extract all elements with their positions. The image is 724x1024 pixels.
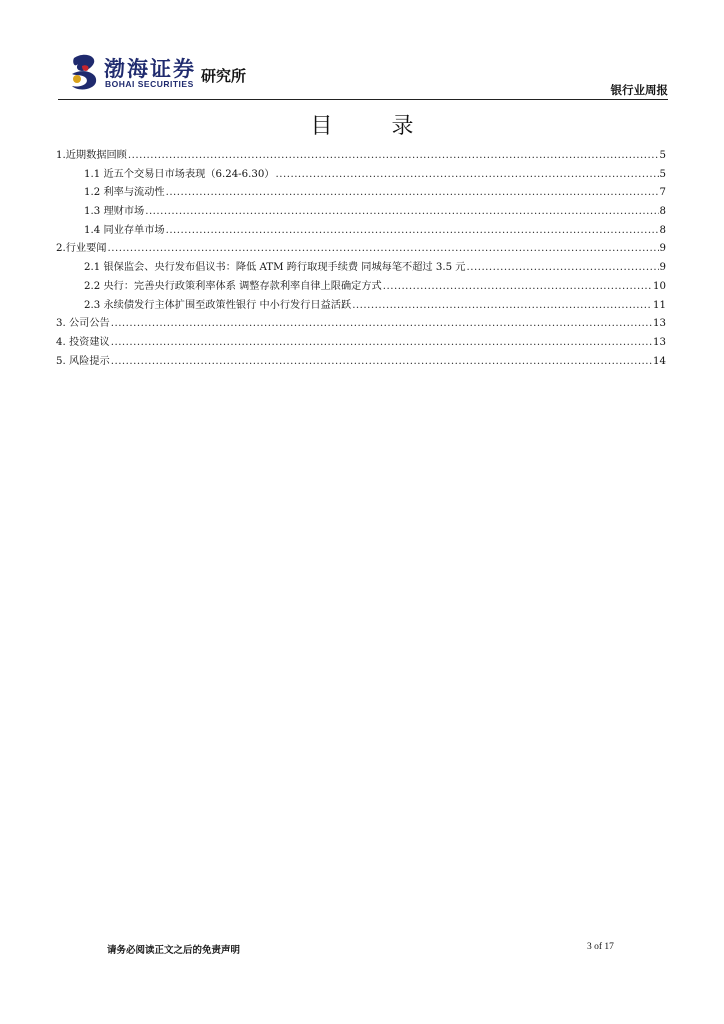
- toc-leader-dots: [111, 334, 652, 353]
- toc-leader-dots: [383, 278, 652, 297]
- logo-chinese-name: 渤海证券: [104, 56, 196, 81]
- toc-entry-page: 13: [653, 336, 666, 348]
- toc-leader-dots: [352, 297, 652, 316]
- toc-entry-page: 11: [653, 299, 666, 311]
- toc-leader-dots: [276, 166, 659, 185]
- toc-leader-dots: [111, 315, 652, 334]
- toc-entry[interactable]: [56, 315, 666, 334]
- toc-entry-text: 5. 风险提示: [56, 355, 110, 367]
- toc-entry[interactable]: [56, 297, 666, 316]
- table-of-contents: [56, 147, 666, 371]
- toc-title: 目 录: [310, 114, 440, 139]
- toc-entry[interactable]: [56, 147, 666, 166]
- toc-entry-page: 10: [653, 280, 666, 292]
- toc-entry-text: 2.1 银保监会、央行发布倡议书：降低 ATM 跨行取现手续费 同城每笔不超过 3.5 元: [84, 262, 466, 274]
- toc-entry-page: 5: [659, 168, 666, 180]
- toc-leader-dots: [128, 147, 659, 166]
- toc-entry[interactable]: [56, 240, 666, 259]
- toc-entry[interactable]: [56, 184, 666, 203]
- toc-entry-text: 1.2 利率与流动性: [84, 187, 165, 199]
- logo-english-name: BOHAI SECURITIES: [105, 79, 194, 89]
- toc-leader-dots: [107, 240, 658, 259]
- toc-entry-page: 5: [659, 150, 666, 161]
- toc-entry-page: 14: [653, 355, 666, 367]
- toc-entry-page: 9: [659, 243, 666, 255]
- toc-entry-text: 1.1 近五个交易日市场表现（6.24-6.30）: [84, 168, 275, 180]
- toc-leader-dots: [166, 222, 659, 241]
- toc-entry[interactable]: [56, 203, 666, 222]
- toc-entry[interactable]: [56, 166, 666, 185]
- report-type: 银行业周报: [610, 83, 668, 97]
- institute-name: 研究所: [201, 67, 247, 85]
- toc-entry-page: 8: [659, 206, 666, 218]
- toc-entry-text: 2.3 永续债发行主体扩围至政策性银行 中小行发行日益活跃: [84, 299, 352, 311]
- toc-entry-page: 9: [659, 262, 666, 274]
- page-header: [58, 50, 668, 100]
- footer-disclaimer: 请务必阅读正文之后的免责声明: [107, 945, 241, 956]
- header-divider: [58, 99, 668, 100]
- toc-entry[interactable]: [56, 222, 666, 241]
- toc-entry-text: 4. 投资建议: [56, 336, 110, 348]
- toc-entry-text: 1.4 同业存单市场: [84, 224, 165, 236]
- toc-entry-text: 3. 公司公告: [56, 318, 110, 330]
- toc-entry-text: 2.2 央行：完善央行政策利率体系 调整存款利率自律上限确定方式: [84, 280, 382, 292]
- toc-leader-dots: [166, 184, 659, 203]
- toc-entry-text: 2.行业要闻: [56, 243, 107, 255]
- bohai-logo-icon: [68, 52, 102, 92]
- toc-entry[interactable]: [56, 259, 666, 278]
- toc-entry[interactable]: [56, 278, 666, 297]
- toc-entry-page: 7: [659, 187, 666, 199]
- toc-entry-page: 8: [659, 224, 666, 236]
- footer-page-number: 3 of 17: [587, 942, 614, 952]
- toc-entry-text: 1.3 理财市场: [84, 206, 145, 218]
- toc-entry-page: 13: [653, 318, 666, 330]
- toc-entry[interactable]: [56, 334, 666, 353]
- toc-entry[interactable]: [56, 353, 666, 372]
- toc-leader-dots: [145, 203, 658, 222]
- toc-entry-text: 1.近期数据回顾: [56, 150, 127, 161]
- toc-leader-dots: [466, 259, 658, 278]
- toc-leader-dots: [111, 353, 652, 372]
